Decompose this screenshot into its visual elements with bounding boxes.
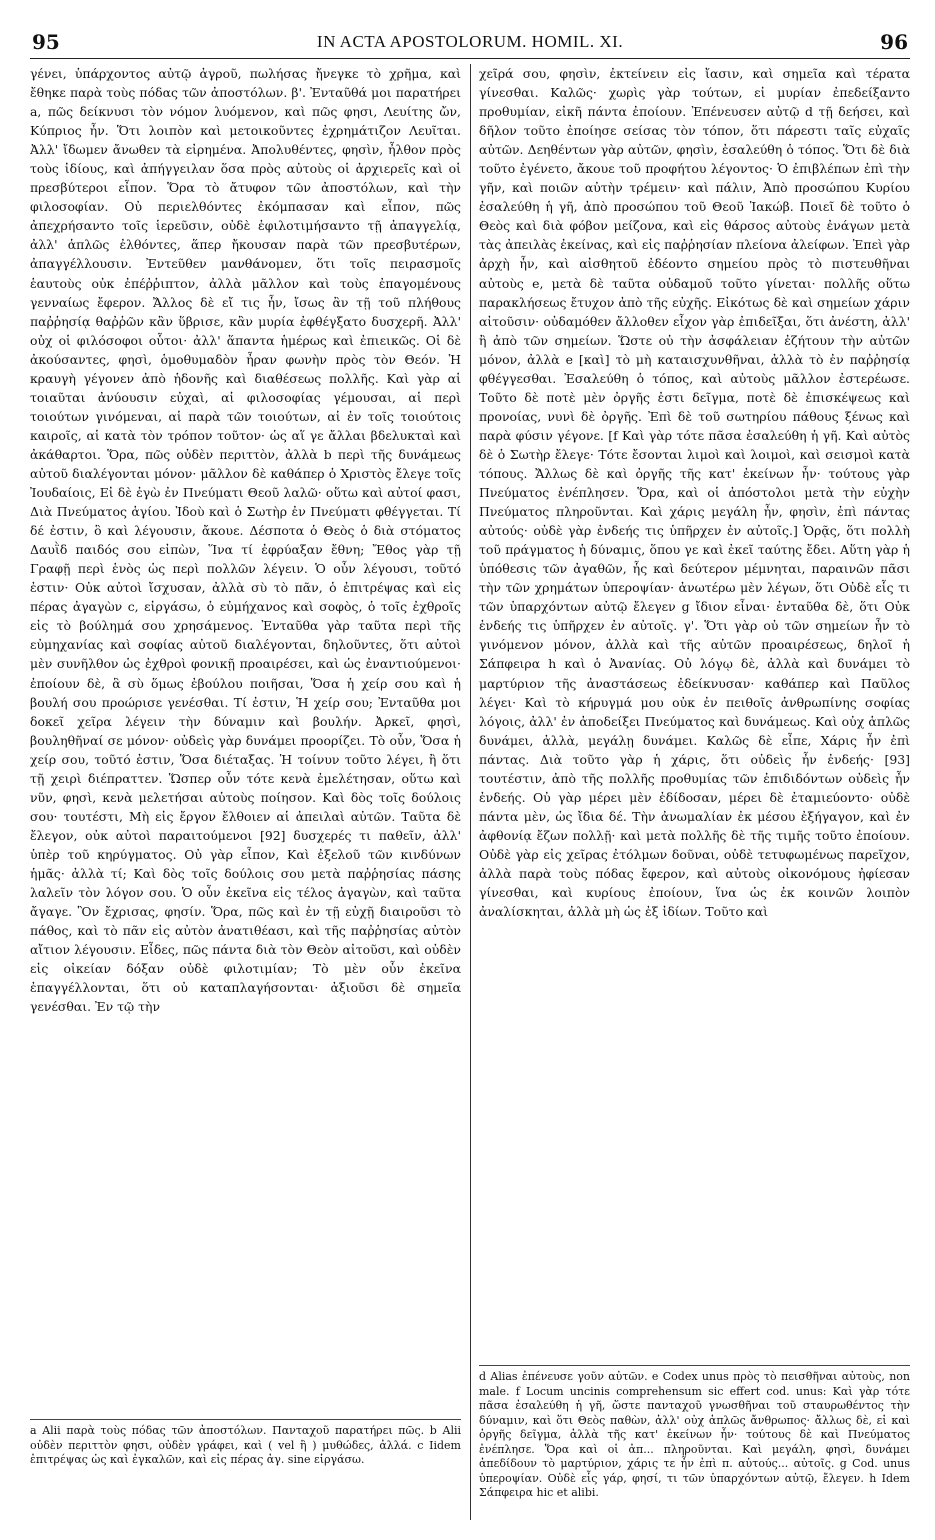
page-number-left: 95 [32,30,60,54]
left-column [30,64,461,1520]
left-column-paragraph: γένει, ὑπάρχοντος αὐτῷ ἀγροῦ, πωλήσας ἤνεγκε τὸ χρῆμα, καὶ ἔθηκε παρὰ τοὺς πόδας τῶν ἀποστόλων. β'. Ἐνταῦθά μοι παρατήρει a, πῶς δείκνυσι τὸν νόμον λυόμενον, καὶ πῶς φησι, Λευίτης ὤν, Κύπριος ἦν. Ὅτι λοιπὸν καὶ μετοικοῦντες ἐχρημάτιζον Λευῖται. Ἀλλ' ἴδωμεν ἄνωθεν τὰ εἰρημένα. Ἀπολυθέντες, φησὶν, ἦλθον πρὸς τοὺς ἰδίους, καὶ ἀπήγγειλαν ὅσα πρὸς αὐτοὺς οἱ ἀρχιερεῖς καὶ οἱ πρεσβύτεροι εἶπον. Ὅρα τὸ ἄτυφον τῶν ἀποστόλων, καὶ τὴν φιλοσοφίαν. Οὐ περιελθόντες ἐκόμπασαν καὶ εἶπον, πῶς ἀπεχρήσαντο τοῖς ἱερεῦσιν, οὐδὲ ἐφιλοτιμήσαντο τῇ ἀπαγγελίᾳ, ἀλλ' ἁπλῶς ἐλθόντες, ἅπερ ἤκουσαν παρὰ τῶν πρεσβυτέρων, ἀπαγγέλλουσιν. Ἐντεῦθεν μανθάνομεν, ὅτι τοῖς πειρασμοῖς ἑαυτοὺς οὐκ ἐπέῤῥιπτον, ἀλλὰ μᾶλλον καὶ τοὺς ἐπαγομένους γενναίως ἔφερον. Ἄλλος δὲ εἴ τις ἦν, ἴσως ἂν τῇ τοῦ πλήθους παῤῥησίᾳ θαῤῥῶν κἂν ὕβρισε, κἂν μυρία ἐφθέγξατο δυσχερῆ. Ἀλλ' οὐχ οἱ φιλόσοφοι οὗτοι· ἀλλ' ἅπαντα ἡμέρως καὶ ἐπιεικῶς. Οἱ δὲ ἀκούσαντες, φησὶ, ὁμοθυμαδὸν ἦραν φωνὴν πρὸς τὸν Θεόν. Ἡ κραυγὴ γέγονεν ἀπὸ ἡδονῆς καὶ διαθέσεως πολλῆς. Καὶ γὰρ αἱ τοιαῦται ἀνύουσιν εὐχαὶ, αἱ φιλοσοφίας γέμουσαι, αἱ περὶ τοιούτων γινόμεναι, αἱ παρὰ τῶν τοιούτων, αἱ ἐν τοῖς τοιούτοις καιροῖς, αἱ κατὰ τὸν τρόπον τοῦτον· ὡς αἵ γε ἄλλαι βδελυκταὶ καὶ ἀκάθαρτοι. Ὅρα, πῶς οὐδὲν περιττὸν, ἀλλὰ b περὶ τῆς δυνάμεως αὐτοῦ διαλέγονται μόνον· μᾶλλον δὲ καθάπερ ὁ Χριστὸς ἔλεγε τοῖς Ἰουδαίοις, Εἰ δὲ ἐγὼ ἐν Πνεύματι Θεοῦ λαλῶ· οὕτω καὶ αὐτοί φασι, Διὰ Πνεύματος ἁγίου. Ἰδοὺ καὶ ὁ Σωτὴρ ἐν Πνεύματι φθέγγεται. Τί δέ ἐστιν, ὃ καὶ λέγουσιν, ἄκουε. Δέσποτα ὁ Θεὸς ὁ διὰ στόματος Δαυῒδ παιδός σου εἰπὼν, Ἵνα τί ἐφρύαξαν ἔθνη; Ἔθος γὰρ τῇ Γραφῇ περὶ ἑνὸς ὡς περὶ πολλῶν λέγειν. Ὁ οὖν λέγουσι, τοῦτό ἐστιν· Οὐκ αὐτοὶ ἴσχυσαν, ἀλλὰ σὺ τὸ πᾶν, ὁ ἐπιτρέψας καὶ εἰς πέρας ἀγαγὼν c, εἰργάσω, ὁ εὐμήχανος καὶ σοφὸς, ὁ τοῖς ἐχθροῖς εἰς τὸ βούλημά σου χρησάμενος. Ἐνταῦθα γὰρ ταῦτα περὶ τῆς εὐμηχανίας καὶ σοφίας αὐτοῦ διαλέγονται, δηλοῦντες, ὅτι αὐτοὶ μὲν συνῆλθον ὡς ἐχθροὶ φονικῇ προαιρέσει, καὶ ὡς ἐναντιούμενοι· ἐποίουν δὲ, ἃ σὺ ὅμως ἐβούλου ποιῆσαι, Ὅσα ἡ χείρ σου καὶ ἡ βουλή σου προώρισε γενέσθαι. Τί ἐστιν, Ἡ χείρ σου; Ἐνταῦθα μοι δοκεῖ χεῖρα λέγειν τὴν δύναμιν καὶ βουλήν. Ἀρκεῖ, φησὶ, βουληθῆναί σε μόνον· οὐδεὶς γὰρ δυνάμει προορίζει. Τὸ οὖν, Ὅσα ἡ χείρ σου, τοῦτό ἐστιν, Ὅσα διέταξας. Ἡ τοίνυν τοῦτο λέγει, ἢ ὅτι τῇ χειρὶ διέπραττεν. Ὥσπερ οὖν τότε κενὰ ἐμελέτησαν, οὕτω καὶ νῦν, φησὶ, κενὰ μελετήσαι αὐτοὺς ποίησον. Καὶ δὸς τοῖς δούλοις σου· τουτέστι, Μὴ εἰς ἔργον ἔλθοιεν αἱ ἀπειλαὶ αὐτῶν. Ταῦτα δὲ ἔλεγον, οὐκ αὐτοὶ παραιτούμενοι [92] δυσχερές τι παθεῖν, ἀλλ' ὑπὲρ τοῦ κηρύγματος. Οὐ γὰρ εἶπον, Καὶ ἐξελοῦ τῶν κινδύνων ἡμᾶς· ἀλλὰ τί; Καὶ δὸς τοῖς δούλοις σου μετὰ παῤῥησίας πάσης λαλεῖν τὸν λόγον σου. Ὁ οὖν ἐκεῖνα εἰς τέλος ἀγαγὼν, καὶ ταῦτα ἄγαγε. Ὃν ἔχρισας, φησίν. Ὅρα, πῶς καὶ ἐν τῇ εὐχῇ διαιροῦσι τὸ πάθος, καὶ τὸ πᾶν εἰς αὐτὸν ἀνατιθέασι, καὶ τῆς παῤῥησίας αὐτὸν αἴτιον λέγουσιν. Εἶδες, πῶς πάντα διὰ τὸν Θεὸν αἰτοῦσι, καὶ οὐδὲν εἰς οἰκείαν δόξαν οὐδὲ φιλοτιμίαν; Τὸ μὲν οὖν ἐκεῖνα ἐπαγγέλλονται, ὅτι οὐ καταπλαγήσονται· ἀξιοῦσι δὲ σημεῖα γενέσθαι. Ἐν τῷ τὴν [30,66,461,1015]
right-column [479,64,910,1520]
column-divider [470,64,471,1520]
right-column-footnotes: d Alias ἐπένευσε γοῦν αὐτῶν. e Codex unus πρὸς τὸ πεισθῆναι αὐτοὺς, non male. f Locum uncinis comprehensum sic effert cod. unus: Καὶ γὰρ τότε πᾶσα ἐσαλεύθη ἡ γῆ, ὥστε πανταχοῦ γνωσθῆναι τοῦ σταυρωθέντος τὴν δύναμιν, καὶ ὅτι Θεὸς παθὼν, ἀλλ' οὐχ ἁπλῶς ἄνθρωπος· ἄλλως δὲ, εἰ καὶ ὀργῆς δεῖγμα, ἀλλὰ τῆς κατ' ἐκείνων ἦν· τούτους δὲ καὶ Πνεύματος ἐνέπλησε. Ὅρα καὶ οἱ ἀπ... πληροῦνται. Καὶ μεγάλη, φησὶ, δυνάμει ἀπεδίδουν τὸ μαρτύριον, χάρις τε ἦν ἐπὶ π. αὐτούς... αὐτοῖς. g Cod. unus ὑπεροψίαν. Οὐδὲ εἷς γάρ, φησί, τι τῶν ὑπαρχόντων αὐτῷ, ἔλεγεν. h Idem Σάπφειρα hic et alibi. [479,1365,910,1520]
page-number-right: 96 [880,30,908,54]
right-column-text [479,64,910,1366]
two-column-body [30,64,910,1520]
book-page [30,30,910,1520]
running-header [30,30,910,59]
left-column-footnotes: a Alii παρὰ τοὺς πόδας τῶν ἀποστόλων. Πανταχοῦ παρατήρει πῶς. b Alii οὐδὲν περιττὸν φησι, οὐδὲν γράφει, καὶ ( vel ἢ ) μυθώδες, ἀλλά. c Iidem ἐπιτρέψας ὡς καὶ ἐγκαλῶν, καὶ εἰς πέρας ἀγ. sine εἰργάσω. [30,1419,461,1520]
running-title: IN ACTA APOSTOLORUM. HOMIL. XI. [316,32,624,51]
right-column-paragraph: χεῖρά σου, φησὶν, ἐκτείνειν εἰς ἴασιν, καὶ σημεῖα καὶ τέρατα γίνεσθαι. Καλῶς· χωρὶς γὰρ τούτων, εἰ μυρίαν ἐπεδείξαντο προθυμίαν, εἰκῆ πάντα ἐποίουν. Ἐπένευσεν αὐτῷ d τῇ δεήσει, καὶ δῆλον τοῦτο ἐποίησε σείσας τὸν τόπον, ὅτι πάρεστι ταῖς εὐχαῖς αὐτῶν. Δεηθέντων γὰρ αὐτῶν, φησὶν, ἐσαλεύθη ὁ τόπος. Ὅτι δὲ διὰ τοῦτο ἐγένετο, ἄκουε τοῦ προφήτου λέγοντος· Ὁ ἐπιβλέπων ἐπὶ τὴν γῆν, καὶ ποιῶν αὐτὴν τρέμειν· καὶ πάλιν, Ἀπὸ προσώπου Κυρίου ἐσαλεύθη ἡ γῆ, ἀπὸ προσώπου τοῦ Θεοῦ Ἰακώβ. Ποιεῖ δὲ τοῦτο ὁ Θεὸς καὶ διὰ φόβον μείζονα, καὶ εἰς θάρσος αὐτοὺς ἐνάγων μετὰ τὰς ἀπειλὰς ἐκείνας, καὶ εἰς παῤῥησίαν πλείονα ἀλείφων. Ἐπεὶ γὰρ ἀρχὴ ἦν, καὶ αἰσθητοῦ ἐδέοντο σημείου πρὸς τὸ πιστευθῆναι αὐτοὺς e, μετὰ δὲ ταῦτα οὐδαμοῦ τοῦτο γίνεται· πολλῆς οὕτω παρακλήσεως ἔτυχον ἀπὸ τῆς εὐχῆς. Εἰκότως δὲ καὶ σημείων χάριν αἰτοῦσιν· οὐδαμόθεν ἄλλοθεν εἶχον γὰρ ἐπιδεῖξαι, ὅτι ἀνέστη, ἀλλ' ἢ ἀπὸ τῶν σημείων. Ὥστε οὐ τὴν ἀσφάλειαν ἐζήτουν τὴν αὐτῶν μόνον, ἀλλὰ e [καὶ] τὸ μὴ καταισχυνθῆναι, ἀλλὰ τὸ ἐν παῤῥησίᾳ φθέγγεσθαι. Ἐσαλεύθη ὁ τόπος, καὶ αὐτοὺς μᾶλλον ἐστερέωσε. Τοῦτο δὲ ποτὲ μὲν ὀργῆς ἐστι δεῖγμα, ποτὲ δὲ ἐπισκέψεως καὶ προνοίας, νυνὶ δὲ ὀργῆς. Ἐπὶ δὲ τοῦ σωτηρίου πάθους ξένως καὶ παρὰ φύσιν γέγονε. [f Καὶ γὰρ τότε πᾶσα ἐσαλεύθη ἡ γῆ. Καὶ αὐτὸς δὲ ὁ Σωτὴρ ἔλεγε· Τότε ἔσονται λιμοὶ καὶ λοιμοὶ, καὶ σεισμοὶ κατὰ τόπους. Ἄλλως δὲ καὶ ὀργῆς τῆς κατ' ἐκείνων ἦν· τούτους γὰρ Πνεύματος ἐνέπλησεν. Ὅρα, καὶ οἱ ἀπόστολοι μετὰ τὴν εὐχὴν Πνεύματος πληροῦνται. Καὶ χάρις μεγάλη ἦν, φησὶν, ἐπὶ πάντας αὐτούς· οὐδὲ γὰρ ἐνδεής τις ὑπῆρχεν ἐν αὐτοῖς.] Ὁρᾷς, ὅτι πολλὴ τοῦ πράγματος ἡ δύναμις, ὅπου γε καὶ ἐκεῖ ταύτης ἔδει. Αὕτη γὰρ ἡ ὑπόθεσις τῶν ἀγαθῶν, ἧς καὶ δεύτερον μέμνηται, παραινῶν πᾶσι τὴν τῶν χρημάτων ὑπεροψίαν· ἀνωτέρω μὲν λέγων, ὅτι Οὐδὲ εἷς τι τῶν ὑπαρχόντων αὐτῷ ἔλεγεν g ἴδιον εἶναι· ἐνταῦθα δὲ, ὅτι Οὐκ ἐνδεής τις ὑπῆρχεν ἐν αὐτοῖς. γ'. Ὅτι γὰρ οὐ τῶν σημείων ἦν τὸ γινόμενον μόνον, ἀλλὰ καὶ τῆς αὐτῶν προαιρέσεως, δηλοῖ ἡ Σάπφειρα h καὶ ὁ Ἀνανίας. Οὐ λόγῳ δὲ, ἀλλὰ καὶ δυνάμει τὸ μαρτύριον τῆς ἀναστάσεως ἐδείκνυσαν· καθάπερ καὶ Παῦλος λέγει· Καὶ τὸ κήρυγμά μου οὐκ ἐν πειθοῖς ἀνθρωπίνης σοφίας λόγοις, ἀλλ' ἐν ἀποδείξει Πνεύματος καὶ δυνάμεως. Καὶ οὐχ ἁπλῶς δυνάμει, ἀλλὰ, μεγάλῃ δυνάμει. Καλῶς δὲ εἶπε, Χάρις ἦν ἐπὶ πάντας. Διὰ τοῦτο γὰρ ἡ χάρις, ὅτι οὐδεὶς ἦν ἐνδεής· [93] τουτέστιν, ἀπὸ τῆς πολλῆς προθυμίας τῶν ἐπιδιδόντων οὐδεὶς ἦν ἐνδεής. Οὐ γὰρ μέρει μὲν ἐδίδοσαν, μέρει δὲ ἐταμιεύοντο· οὐδὲ πάντα μὲν, ὡς ἴδια δέ. Τὴν ἀνωμαλίαν ἐκ μέσου ἐξήγαγον, καὶ ἐν ἀφθονίᾳ ἔζων πολλῇ· καὶ μετὰ πολλῆς δὲ τῆς τιμῆς τοῦτο ἐποίουν. Οὐδὲ γὰρ εἰς χεῖρας ἐτόλμων δοῦναι, οὐδὲ τετυφωμένως παρεῖχον, ἀλλὰ παρὰ τοὺς πόδας ἔφερον, καὶ αὐτοὺς οἰκονόμους ἠφίεσαν γίνεσθαι, καὶ κυρίους ἐποίουν, ἵνα ὡς ἐκ κοινῶν λοιπὸν ἀναλίσκηται, ἀλλὰ μὴ ὡς ἐξ ἰδίων. Τοῦτο καὶ [479,66,910,920]
left-column-text [30,64,461,1412]
